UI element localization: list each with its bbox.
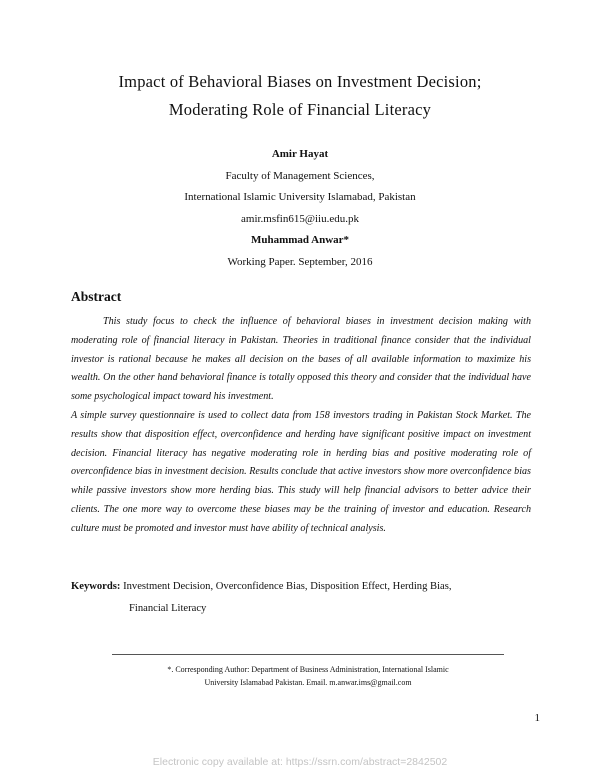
keywords-line-1 xyxy=(71,577,531,596)
author-1-email: amir.msfin615@iiu.edu.pk xyxy=(241,212,359,225)
paper-title xyxy=(40,68,560,124)
author-1-name: Amir Hayat xyxy=(271,148,329,160)
abstract-paragraph-1: This study focus to check the influence of behavioral biases in investment decision making with moderating role of financial literacy in Pakistan. Theories in traditional finance consider that the individual investor is rational because he makes all decision on the bases of all available information to maximize his wealth. On the other hand behavioral finance is totally opposed this theory and consider that the individual have some psychological impact toward his investment. xyxy=(71,316,531,403)
abstract-heading: Abstract xyxy=(71,289,122,304)
author-block xyxy=(40,144,560,273)
title-line-2: Moderating Role of Financial Literacy xyxy=(168,100,432,119)
abstract-body xyxy=(71,313,531,539)
footnote-line-1: *. Corresponding Author: Department of Business Administration, International Islamic xyxy=(167,665,449,674)
author-1-affiliation-faculty: Faculty of Management Sciences, xyxy=(225,169,375,182)
footnote-line-2: University Islamabad Pakistan. Email. m.anwar.ims@gmail.com xyxy=(204,677,412,687)
abstract-paragraph-2: A simple survey questionnaire is used to collect data from 158 investors trading in Pakistan Stock Market. The results show that disposition effect, overconfidence and herding have significant positive impact on investment decision. Financial literacy has negative moderating role in herding bias and positive moderating role of overconfidence bias in investment decision. Results conclude that active investors show more overconfidence bias while passive investors show more herding bias. This study will help financial advisors to better advice their clients. The one more way to overcome these biases may be the training of investor and education. Research culture must be promoted and investor must have ability of technical analysis. xyxy=(71,409,531,534)
keywords-line-2: Financial Literacy xyxy=(129,603,207,614)
author-2-name: Muhammad Anwar* xyxy=(250,234,350,246)
ssrn-watermark: Electronic copy available at: https://ssrn.com/abstract=2842502 xyxy=(152,756,448,768)
page-number: 1 xyxy=(534,712,540,724)
keywords-list: Investment Decision, Overconfidence Bias, Disposition Effect, Herding Bias, xyxy=(123,581,452,592)
keywords-block xyxy=(71,577,531,618)
corresponding-author-footnote xyxy=(112,664,504,689)
footnote-divider xyxy=(112,654,504,655)
working-paper-note: Working Paper. September, 2016 xyxy=(227,255,373,268)
title-line-1: Impact of Behavioral Biases on Investment Decision; xyxy=(118,72,482,91)
author-1-affiliation-university: International Islamic University Islamabad, Pakistan xyxy=(184,191,416,203)
keywords-label: Keywords: xyxy=(71,581,121,592)
